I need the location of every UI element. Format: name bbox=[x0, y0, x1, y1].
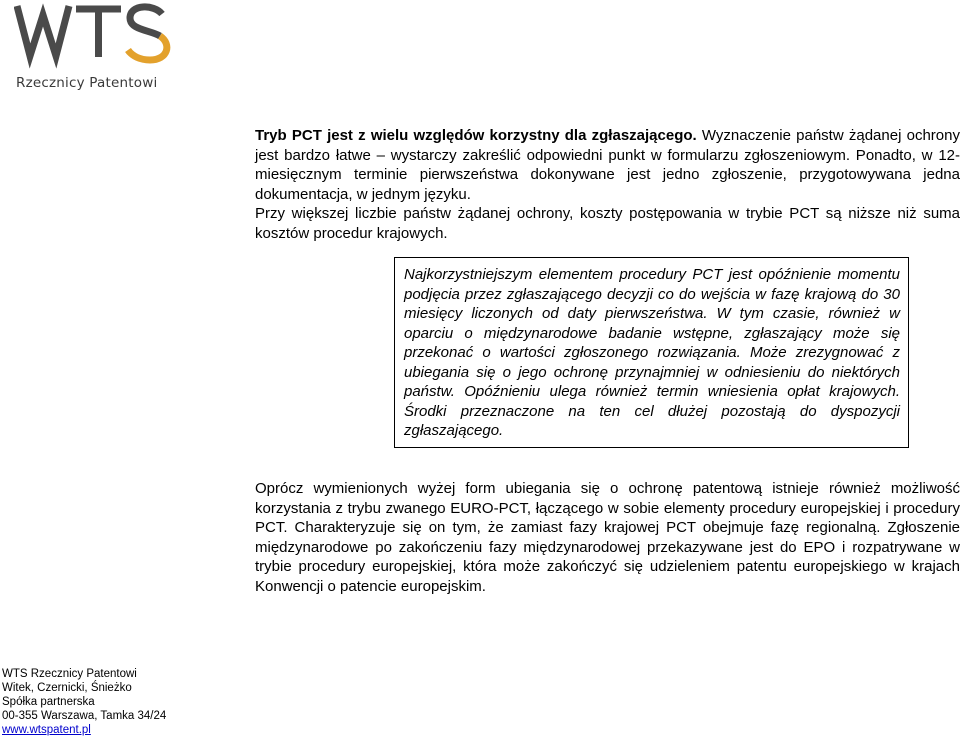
logo-tagline: Rzecznicy Patentowi bbox=[16, 75, 158, 91]
paragraph-pct-advantages bbox=[255, 126, 960, 204]
footer-website-link[interactable]: www.wtspatent.pl bbox=[2, 724, 91, 736]
footer-contact bbox=[2, 667, 202, 737]
footer-company-type: Spółka partnerska bbox=[2, 696, 95, 708]
bold-lead-sentence: Tryb PCT jest z wielu względów korzystny dla zgłaszającego. bbox=[255, 127, 697, 144]
highlight-box: Najkorzystniejszym elementem procedury PCT jest opóźnienie momentu podjęcia przez zgłaszającego decyzji co do wejścia w fazę krajową do 30 miesięcy liczonych od daty pierwszeństwa. W tym czasie, również w oparciu o międzynarodowe badanie wstępne, zgłaszający może się przekonać o wartości zgłoszonego rozwiązania. Może zrezygnować z ubiegania się o jego ochronę przynajmniej w odniesieniu do niektórych państw. Opóźnieniu ulega również termin wniesienia opłat krajowych. Środki przeznaczone na ten cel dłużej pozostają do dyspozycji zgłaszającego. bbox=[394, 257, 909, 448]
paragraph-euro-pct: Oprócz wymienionych wyżej form ubiegania się o ochronę patentową istnieje również możliwość korzystania z trybu zwanego EURO-PCT, łączącego w sobie elementy procedury europejskiej i procedury PCT. Charakteryzuje się on tym, że zamiast fazy krajowej PCT obejmuje fazę regionalną. Zgłoszenie międzynarodowe po zakończeniu fazy międzynarodowej przekazywane jest do EPO i rozpatrywane w trybie procedury europejskiej, która może zakończyć się udzieleniem patentu europejskiego w krajach Konwencji o patencie europejskim. bbox=[255, 480, 960, 595]
paragraph-costs: Przy większej liczbie państw żądanej ochrony, koszty postępowania w trybie PCT są niższe niż suma kosztów procedur krajowych. bbox=[255, 205, 960, 242]
footer-company: WTS Rzecznicy Patentowi bbox=[2, 668, 137, 680]
intro-section bbox=[255, 126, 960, 243]
footer-partners: Witek, Czernicki, Śnieżko bbox=[2, 682, 132, 694]
footer-address: 00-355 Warszawa, Tamka 34/24 bbox=[2, 710, 167, 722]
paragraph-pct-advantages-text: Wyznaczenie państw żądanej ochrony jest bardzo łatwe – wystarczy zakreślić odpowiedni punkt w formularzu zgłoszeniowym. Ponadto, w 12-miesięcznym terminie pierwszeństwa dokonywane jest jedno zgłoszenie, przygotowywana jedna dokumentacja, w jednym języku. bbox=[255, 127, 960, 203]
